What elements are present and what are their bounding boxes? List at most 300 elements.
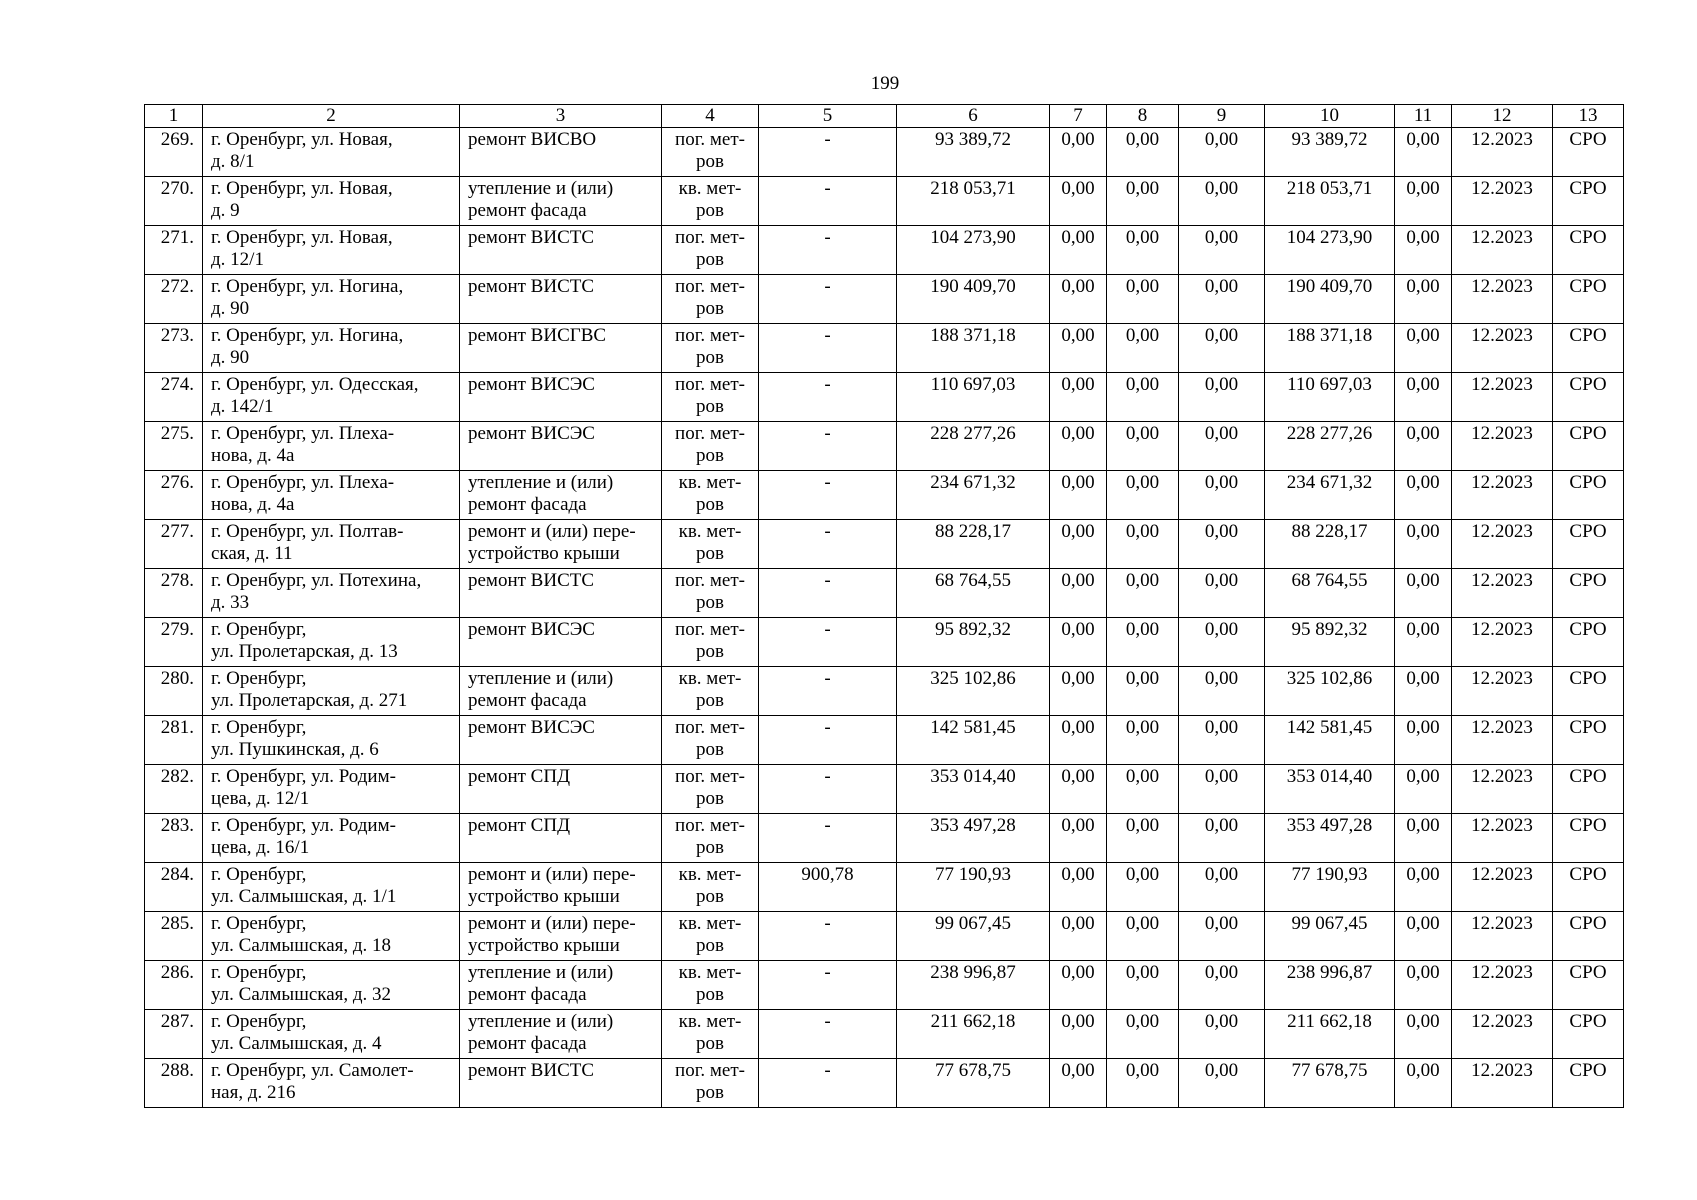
table-body [145, 128, 1624, 1108]
col7-cell: 0,00 [1050, 471, 1107, 520]
row-number-cell: 281. [145, 716, 203, 765]
unit-cell-line: ров [696, 1082, 724, 1103]
col11-cell: 0,00 [1395, 1010, 1452, 1059]
col7-cell: 0,00 [1050, 275, 1107, 324]
col5-cell: - [759, 422, 897, 471]
date-cell: 12.2023 [1452, 569, 1553, 618]
row-number-cell: 288. [145, 1059, 203, 1108]
table-row [145, 961, 1624, 1010]
col7-cell: 0,00 [1050, 128, 1107, 177]
col7-cell: 0,00 [1050, 716, 1107, 765]
col8-cell: 0,00 [1107, 716, 1179, 765]
col9-cell: 0,00 [1179, 912, 1265, 961]
col8-cell: 0,00 [1107, 618, 1179, 667]
unit-cell [662, 863, 759, 912]
unit-cell [662, 422, 759, 471]
source-cell: СРО [1553, 1010, 1624, 1059]
col11-cell: 0,00 [1395, 667, 1452, 716]
total-cost-cell: 190 409,70 [897, 275, 1050, 324]
work-type-cell-line: устройство крыши [468, 935, 620, 956]
unit-cell-line: пог. мет- [675, 815, 745, 836]
unit-cell-line: ров [696, 984, 724, 1005]
work-type-cell-line: ремонт ВИСЭС [468, 619, 595, 640]
work-type-cell-line: ремонт ВИСТС [468, 1060, 595, 1081]
work-type-cell-line: ремонт ВИСТС [468, 227, 595, 248]
address-cell-line: ул. Пушкинская, д. 6 [211, 739, 379, 760]
col10-cell: 95 892,32 [1265, 618, 1395, 667]
unit-cell-line: пог. мет- [675, 766, 745, 787]
col5-cell: - [759, 961, 897, 1010]
address-cell-line: д. 12/1 [211, 249, 264, 270]
unit-cell [662, 569, 759, 618]
address-cell-line: г. Оренбург, ул. Самолет- [211, 1060, 414, 1081]
total-cost-cell: 68 764,55 [897, 569, 1050, 618]
date-cell: 12.2023 [1452, 667, 1553, 716]
address-cell-line: г. Оренбург, [211, 913, 307, 934]
work-type-cell [460, 128, 662, 177]
col7-cell: 0,00 [1050, 177, 1107, 226]
col8-cell: 0,00 [1107, 177, 1179, 226]
unit-cell [662, 471, 759, 520]
work-type-cell-line: ремонт ВИСЭС [468, 717, 595, 738]
address-cell-line: ская, д. 11 [211, 543, 293, 564]
date-cell: 12.2023 [1452, 1010, 1553, 1059]
source-cell: СРО [1553, 814, 1624, 863]
date-cell: 12.2023 [1452, 520, 1553, 569]
unit-cell [662, 1010, 759, 1059]
col8-cell: 0,00 [1107, 128, 1179, 177]
unit-cell-line: ров [696, 788, 724, 809]
total-cost-cell: 325 102,86 [897, 667, 1050, 716]
col10-cell: 77 678,75 [1265, 1059, 1395, 1108]
col9-cell: 0,00 [1179, 520, 1265, 569]
address-cell-line: ул. Салмышская, д. 1/1 [211, 886, 397, 907]
col5-cell: - [759, 1010, 897, 1059]
total-cost-cell: 228 277,26 [897, 422, 1050, 471]
unit-cell [662, 226, 759, 275]
date-cell: 12.2023 [1452, 912, 1553, 961]
col5-cell: - [759, 128, 897, 177]
row-number-cell: 280. [145, 667, 203, 716]
work-type-cell-line: утепление и (или) [468, 962, 614, 983]
date-cell: 12.2023 [1452, 618, 1553, 667]
unit-cell-line: кв. мет- [678, 521, 742, 542]
col11-cell: 0,00 [1395, 520, 1452, 569]
col8-cell: 0,00 [1107, 471, 1179, 520]
unit-cell-line: пог. мет- [675, 276, 745, 297]
address-cell-line: нова, д. 4а [211, 494, 295, 515]
total-cost-cell: 104 273,90 [897, 226, 1050, 275]
column-header-2: 2 [203, 105, 460, 128]
row-number-cell: 282. [145, 765, 203, 814]
address-cell [203, 961, 460, 1010]
date-cell: 12.2023 [1452, 961, 1553, 1010]
column-header-7: 7 [1050, 105, 1107, 128]
table-row [145, 716, 1624, 765]
col10-cell: 188 371,18 [1265, 324, 1395, 373]
unit-cell-line: ров [696, 739, 724, 760]
column-header-1: 1 [145, 105, 203, 128]
col5-cell: - [759, 226, 897, 275]
col9-cell: 0,00 [1179, 177, 1265, 226]
total-cost-cell: 353 497,28 [897, 814, 1050, 863]
col5-cell: - [759, 275, 897, 324]
unit-cell-line: ров [696, 641, 724, 662]
address-cell-line: г. Оренбург, ул. Родим- [211, 815, 396, 836]
unit-cell [662, 667, 759, 716]
address-cell-line: г. Оренбург, [211, 962, 307, 983]
unit-cell-line: ров [696, 1033, 724, 1054]
col11-cell: 0,00 [1395, 814, 1452, 863]
work-type-cell-line: ремонт фасада [468, 1033, 587, 1054]
source-cell: СРО [1553, 128, 1624, 177]
address-cell-line: г. Оренбург, ул. Потехина, [211, 570, 422, 591]
col5-cell: - [759, 373, 897, 422]
unit-cell-line: ров [696, 396, 724, 417]
col10-cell: 211 662,18 [1265, 1010, 1395, 1059]
work-type-cell [460, 373, 662, 422]
source-cell: СРО [1553, 961, 1624, 1010]
row-number-cell: 285. [145, 912, 203, 961]
page-number: 199 [870, 73, 900, 94]
date-cell: 12.2023 [1452, 863, 1553, 912]
unit-cell-line: ров [696, 886, 724, 907]
table-row [145, 814, 1624, 863]
unit-cell [662, 765, 759, 814]
col7-cell: 0,00 [1050, 667, 1107, 716]
address-cell-line: ул. Салмышская, д. 32 [211, 984, 392, 1005]
work-type-cell-line: ремонт СПД [468, 815, 571, 836]
table-row [145, 912, 1624, 961]
source-cell: СРО [1553, 422, 1624, 471]
work-type-cell-line: ремонт фасада [468, 494, 587, 515]
col8-cell: 0,00 [1107, 1059, 1179, 1108]
work-type-cell-line: утепление и (или) [468, 668, 614, 689]
source-cell: СРО [1553, 471, 1624, 520]
total-cost-cell: 77 678,75 [897, 1059, 1050, 1108]
unit-cell-line: кв. мет- [678, 178, 742, 199]
address-cell [203, 226, 460, 275]
col11-cell: 0,00 [1395, 961, 1452, 1010]
work-type-cell [460, 177, 662, 226]
row-number-cell: 269. [145, 128, 203, 177]
unit-cell-line: пог. мет- [675, 717, 745, 738]
col9-cell: 0,00 [1179, 471, 1265, 520]
address-cell [203, 912, 460, 961]
total-cost-cell: 353 014,40 [897, 765, 1050, 814]
col11-cell: 0,00 [1395, 471, 1452, 520]
source-cell: СРО [1553, 324, 1624, 373]
row-number-cell: 271. [145, 226, 203, 275]
col9-cell: 0,00 [1179, 1010, 1265, 1059]
row-number-cell: 275. [145, 422, 203, 471]
address-cell-line: ул. Пролетарская, д. 271 [211, 690, 408, 711]
table-row [145, 177, 1624, 226]
col10-cell: 77 190,93 [1265, 863, 1395, 912]
unit-cell [662, 961, 759, 1010]
total-cost-cell: 95 892,32 [897, 618, 1050, 667]
source-cell: СРО [1553, 1059, 1624, 1108]
col8-cell: 0,00 [1107, 814, 1179, 863]
address-cell-line: г. Оренбург, ул. Плеха- [211, 472, 395, 493]
col8-cell: 0,00 [1107, 569, 1179, 618]
column-header-6: 6 [897, 105, 1050, 128]
unit-cell-line: кв. мет- [678, 962, 742, 983]
table-row [145, 128, 1624, 177]
source-cell: СРО [1553, 569, 1624, 618]
table-row [145, 765, 1624, 814]
total-cost-cell: 88 228,17 [897, 520, 1050, 569]
col11-cell: 0,00 [1395, 373, 1452, 422]
row-number-cell: 278. [145, 569, 203, 618]
column-header-11: 11 [1395, 105, 1452, 128]
total-cost-cell: 218 053,71 [897, 177, 1050, 226]
work-type-cell [460, 275, 662, 324]
col9-cell: 0,00 [1179, 324, 1265, 373]
total-cost-cell: 93 389,72 [897, 128, 1050, 177]
col7-cell: 0,00 [1050, 912, 1107, 961]
address-cell-line: г. Оренбург, [211, 717, 307, 738]
work-type-cell-line: ремонт фасада [468, 200, 587, 221]
col10-cell: 325 102,86 [1265, 667, 1395, 716]
col9-cell: 0,00 [1179, 814, 1265, 863]
address-cell [203, 520, 460, 569]
col10-cell: 104 273,90 [1265, 226, 1395, 275]
work-type-cell [460, 1059, 662, 1108]
unit-cell [662, 814, 759, 863]
unit-cell-line: кв. мет- [678, 864, 742, 885]
unit-cell-line: ров [696, 592, 724, 613]
col9-cell: 0,00 [1179, 961, 1265, 1010]
col8-cell: 0,00 [1107, 667, 1179, 716]
col10-cell: 190 409,70 [1265, 275, 1395, 324]
source-cell: СРО [1553, 863, 1624, 912]
total-cost-cell: 77 190,93 [897, 863, 1050, 912]
work-type-cell-line: утепление и (или) [468, 178, 614, 199]
total-cost-cell: 234 671,32 [897, 471, 1050, 520]
date-cell: 12.2023 [1452, 324, 1553, 373]
col5-cell: - [759, 1059, 897, 1108]
col7-cell: 0,00 [1050, 618, 1107, 667]
unit-cell [662, 912, 759, 961]
col7-cell: 0,00 [1050, 814, 1107, 863]
column-header-13: 13 [1553, 105, 1624, 128]
col5-cell: - [759, 618, 897, 667]
table-row [145, 324, 1624, 373]
col10-cell: 142 581,45 [1265, 716, 1395, 765]
unit-cell-line: кв. мет- [678, 472, 742, 493]
col5-cell: 900,78 [759, 863, 897, 912]
unit-cell [662, 618, 759, 667]
table-row [145, 226, 1624, 275]
col11-cell: 0,00 [1395, 275, 1452, 324]
unit-cell-line: пог. мет- [675, 374, 745, 395]
address-cell-line: д. 9 [211, 200, 240, 221]
row-number-cell: 284. [145, 863, 203, 912]
col9-cell: 0,00 [1179, 1059, 1265, 1108]
address-cell [203, 569, 460, 618]
date-cell: 12.2023 [1452, 422, 1553, 471]
source-cell: СРО [1553, 618, 1624, 667]
unit-cell [662, 324, 759, 373]
date-cell: 12.2023 [1452, 1059, 1553, 1108]
col7-cell: 0,00 [1050, 324, 1107, 373]
col11-cell: 0,00 [1395, 422, 1452, 471]
table-row [145, 520, 1624, 569]
col10-cell: 93 389,72 [1265, 128, 1395, 177]
col10-cell: 238 996,87 [1265, 961, 1395, 1010]
date-cell: 12.2023 [1452, 226, 1553, 275]
source-cell: СРО [1553, 520, 1624, 569]
col7-cell: 0,00 [1050, 422, 1107, 471]
col8-cell: 0,00 [1107, 520, 1179, 569]
col5-cell: - [759, 765, 897, 814]
column-header-5: 5 [759, 105, 897, 128]
col10-cell: 68 764,55 [1265, 569, 1395, 618]
col11-cell: 0,00 [1395, 618, 1452, 667]
work-type-cell-line: утепление и (или) [468, 1011, 614, 1032]
col7-cell: 0,00 [1050, 961, 1107, 1010]
col10-cell: 353 497,28 [1265, 814, 1395, 863]
address-cell-line: ул. Салмышская, д. 4 [211, 1033, 382, 1054]
address-cell-line: цева, д. 12/1 [211, 788, 310, 809]
unit-cell-line: ров [696, 249, 724, 270]
row-number-cell: 279. [145, 618, 203, 667]
date-cell: 12.2023 [1452, 765, 1553, 814]
date-cell: 12.2023 [1452, 128, 1553, 177]
address-cell-line: ул. Салмышская, д. 18 [211, 935, 392, 956]
table-row [145, 667, 1624, 716]
work-type-cell [460, 1010, 662, 1059]
work-type-cell-line: ремонт и (или) пере- [468, 521, 636, 542]
col10-cell: 218 053,71 [1265, 177, 1395, 226]
unit-cell [662, 128, 759, 177]
address-cell-line: г. Оренбург, ул. Полтав- [211, 521, 404, 542]
col9-cell: 0,00 [1179, 275, 1265, 324]
source-cell: СРО [1553, 716, 1624, 765]
table-row [145, 1010, 1624, 1059]
col8-cell: 0,00 [1107, 373, 1179, 422]
work-type-cell-line: ремонт СПД [468, 766, 571, 787]
col9-cell: 0,00 [1179, 422, 1265, 471]
col11-cell: 0,00 [1395, 716, 1452, 765]
work-type-cell [460, 324, 662, 373]
address-cell-line: д. 90 [211, 298, 250, 319]
unit-cell [662, 520, 759, 569]
col11-cell: 0,00 [1395, 569, 1452, 618]
column-header-8: 8 [1107, 105, 1179, 128]
col5-cell: - [759, 471, 897, 520]
col7-cell: 0,00 [1050, 520, 1107, 569]
address-cell-line: д. 8/1 [211, 151, 255, 172]
unit-cell-line: кв. мет- [678, 668, 742, 689]
work-type-cell [460, 814, 662, 863]
unit-cell-line: кв. мет- [678, 1011, 742, 1032]
col5-cell: - [759, 814, 897, 863]
work-type-cell [460, 471, 662, 520]
date-cell: 12.2023 [1452, 373, 1553, 422]
work-type-cell-line: ремонт ВИСГВС [468, 325, 607, 346]
address-cell [203, 422, 460, 471]
address-cell [203, 667, 460, 716]
work-type-cell [460, 863, 662, 912]
address-cell [203, 275, 460, 324]
unit-cell-line: ров [696, 837, 724, 858]
unit-cell [662, 716, 759, 765]
col9-cell: 0,00 [1179, 863, 1265, 912]
row-number-cell: 277. [145, 520, 203, 569]
address-cell [203, 128, 460, 177]
col11-cell: 0,00 [1395, 765, 1452, 814]
col7-cell: 0,00 [1050, 1010, 1107, 1059]
address-cell-line: г. Оренбург, ул. Одесская, [211, 374, 419, 395]
table-row [145, 422, 1624, 471]
date-cell: 12.2023 [1452, 471, 1553, 520]
address-cell [203, 618, 460, 667]
col10-cell: 88 228,17 [1265, 520, 1395, 569]
unit-cell-line: пог. мет- [675, 423, 745, 444]
address-cell-line: г. Оренбург, [211, 668, 307, 689]
work-type-cell [460, 667, 662, 716]
source-cell: СРО [1553, 765, 1624, 814]
col9-cell: 0,00 [1179, 373, 1265, 422]
col7-cell: 0,00 [1050, 569, 1107, 618]
col7-cell: 0,00 [1050, 226, 1107, 275]
address-cell-line: г. Оренбург, ул. Новая, [211, 129, 393, 150]
unit-cell-line: ров [696, 298, 724, 319]
row-number-cell: 270. [145, 177, 203, 226]
address-cell-line: г. Оренбург, ул. Ногина, [211, 325, 404, 346]
unit-cell [662, 373, 759, 422]
work-type-cell [460, 716, 662, 765]
col10-cell: 228 277,26 [1265, 422, 1395, 471]
unit-cell-line: пог. мет- [675, 129, 745, 150]
table-row [145, 863, 1624, 912]
source-cell: СРО [1553, 275, 1624, 324]
col10-cell: 110 697,03 [1265, 373, 1395, 422]
date-cell: 12.2023 [1452, 177, 1553, 226]
total-cost-cell: 110 697,03 [897, 373, 1050, 422]
col10-cell: 99 067,45 [1265, 912, 1395, 961]
work-type-cell [460, 422, 662, 471]
col10-cell: 234 671,32 [1265, 471, 1395, 520]
address-cell-line: д. 90 [211, 347, 250, 368]
address-cell-line: г. Оренбург, [211, 864, 307, 885]
col8-cell: 0,00 [1107, 275, 1179, 324]
total-cost-cell: 188 371,18 [897, 324, 1050, 373]
address-cell [203, 373, 460, 422]
work-type-cell-line: ремонт фасада [468, 984, 587, 1005]
address-cell-line: д. 142/1 [211, 396, 274, 417]
col8-cell: 0,00 [1107, 1010, 1179, 1059]
col5-cell: - [759, 716, 897, 765]
date-cell: 12.2023 [1452, 814, 1553, 863]
col11-cell: 0,00 [1395, 863, 1452, 912]
column-header-10: 10 [1265, 105, 1395, 128]
col11-cell: 0,00 [1395, 1059, 1452, 1108]
work-type-cell-line: ремонт фасада [468, 690, 587, 711]
source-cell: СРО [1553, 912, 1624, 961]
col8-cell: 0,00 [1107, 961, 1179, 1010]
column-header-9: 9 [1179, 105, 1265, 128]
unit-cell-line: ров [696, 200, 724, 221]
table-row [145, 569, 1624, 618]
unit-cell [662, 275, 759, 324]
address-cell [203, 177, 460, 226]
col5-cell: - [759, 520, 897, 569]
address-cell-line: д. 33 [211, 592, 250, 613]
total-cost-cell: 211 662,18 [897, 1010, 1050, 1059]
